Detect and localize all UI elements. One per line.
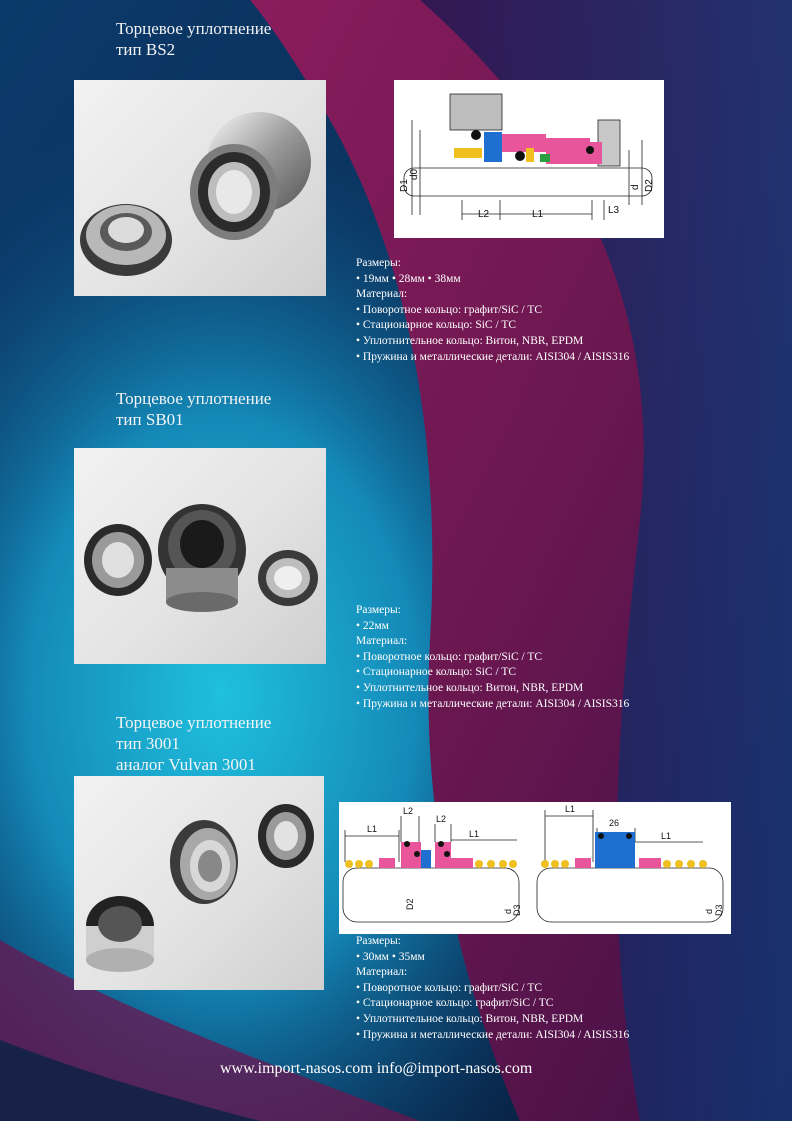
product-2-title bbox=[116, 388, 271, 430]
product-1-label-D1: D1 bbox=[399, 179, 410, 192]
product-3-title-line-1: Торцевое уплотнение bbox=[116, 713, 272, 732]
product-3-left-label-L1b: L1 bbox=[469, 829, 480, 839]
product-2-title-line-2: тип SB01 bbox=[116, 410, 184, 429]
product-3-right-label-d: d bbox=[704, 908, 714, 914]
product-3-material-label: Материал: bbox=[356, 966, 408, 979]
product-2-title-line-1: Торцевое уплотнение bbox=[116, 389, 272, 408]
product-1-label-d0: d0 bbox=[409, 168, 420, 180]
product-3-material-4: • Пружина и металлические детали: AISI304 / AISIS316 bbox=[356, 1028, 630, 1041]
product-1-label-L2: L2 bbox=[478, 209, 490, 220]
product-3-specs bbox=[356, 934, 629, 1043]
product-1-sizes: • 19мм • 28мм • 38мм bbox=[356, 272, 461, 285]
product-3-right-label-L1a: L1 bbox=[565, 804, 576, 814]
product-1-title-line-1: Торцевое уплотнение bbox=[116, 19, 272, 38]
product-2-material-4: • Пружина и металлические детали: AISI304 / AISIS316 bbox=[356, 697, 630, 710]
product-2-specs bbox=[356, 603, 629, 712]
product-3-material-1: • Поворотное кольцо: графит/SiC / TC bbox=[356, 981, 543, 994]
product-2-material-label: Материал: bbox=[356, 635, 408, 648]
product-2-material-1: • Поворотное кольцо: графит/SiC / TC bbox=[356, 650, 543, 663]
product-2-sizes: • 22мм bbox=[356, 619, 389, 632]
product-3-drawings bbox=[339, 802, 731, 934]
product-1-material-1: • Поворотное кольцо: графит/SiC / TC bbox=[356, 303, 543, 316]
product-2-material-2: • Стационарное кольцо: SiC / TC bbox=[356, 666, 517, 679]
product-3-left-label-L2a: L2 bbox=[403, 806, 414, 816]
product-1-title-line-2: тип BS2 bbox=[116, 40, 176, 59]
footer-contacts[interactable]: www.import-nasos.com info@import-nasos.com bbox=[220, 1060, 533, 1077]
product-3-sizes: • 30мм • 35мм bbox=[356, 950, 425, 963]
product-3-material-3: • Уплотнительное кольцо: Витон, NBR, EPDM bbox=[356, 1012, 584, 1025]
product-3-right-label-26: 26 bbox=[609, 818, 620, 828]
product-1-sizes-label: Размеры: bbox=[356, 257, 401, 269]
product-3-material-2: • Стационарное кольцо: графит/SiC / TC bbox=[356, 997, 554, 1010]
product-1-label-L3: L3 bbox=[608, 205, 620, 216]
product-3-title-line-2: тип 3001 bbox=[116, 734, 180, 753]
product-3-left-label-L1a: L1 bbox=[367, 824, 378, 834]
product-1-title bbox=[116, 18, 271, 60]
product-1-drawing bbox=[394, 80, 664, 238]
product-3-left-label-D3: D3 bbox=[512, 904, 522, 916]
product-1-material-4: • Пружина и металлические детали: AISI304 / AISIS316 bbox=[356, 350, 630, 363]
product-3-left-label-d: d bbox=[503, 908, 513, 914]
product-3-sizes-label: Размеры: bbox=[356, 935, 401, 947]
product-3-title bbox=[116, 712, 271, 775]
product-1-label-L1: L1 bbox=[532, 209, 544, 220]
product-2-sizes-label: Размеры: bbox=[356, 604, 401, 616]
product-3-left-label-L2b: L2 bbox=[436, 814, 447, 824]
product-1-material-2: • Стационарное кольцо: SiC / TC bbox=[356, 319, 517, 332]
product-2-photo bbox=[74, 448, 326, 664]
product-1-label-d: d bbox=[630, 184, 641, 190]
product-3-photo bbox=[74, 776, 324, 990]
product-3-right-label-L1b: L1 bbox=[661, 831, 672, 841]
product-1-material-3: • Уплотнительное кольцо: Витон, NBR, EPDM bbox=[356, 334, 584, 347]
product-1-specs bbox=[356, 256, 629, 365]
product-1-label-D2: D2 bbox=[644, 179, 655, 192]
product-3-title-line-3: аналог Vulvan 3001 bbox=[116, 755, 256, 774]
product-1-photo bbox=[74, 80, 326, 296]
product-3-left-label-D2: D2 bbox=[405, 898, 415, 910]
product-2-material-3: • Уплотнительное кольцо: Витон, NBR, EPDM bbox=[356, 681, 584, 694]
product-1-material-label: Материал: bbox=[356, 288, 408, 301]
product-3-right-label-D3: D3 bbox=[714, 904, 724, 916]
